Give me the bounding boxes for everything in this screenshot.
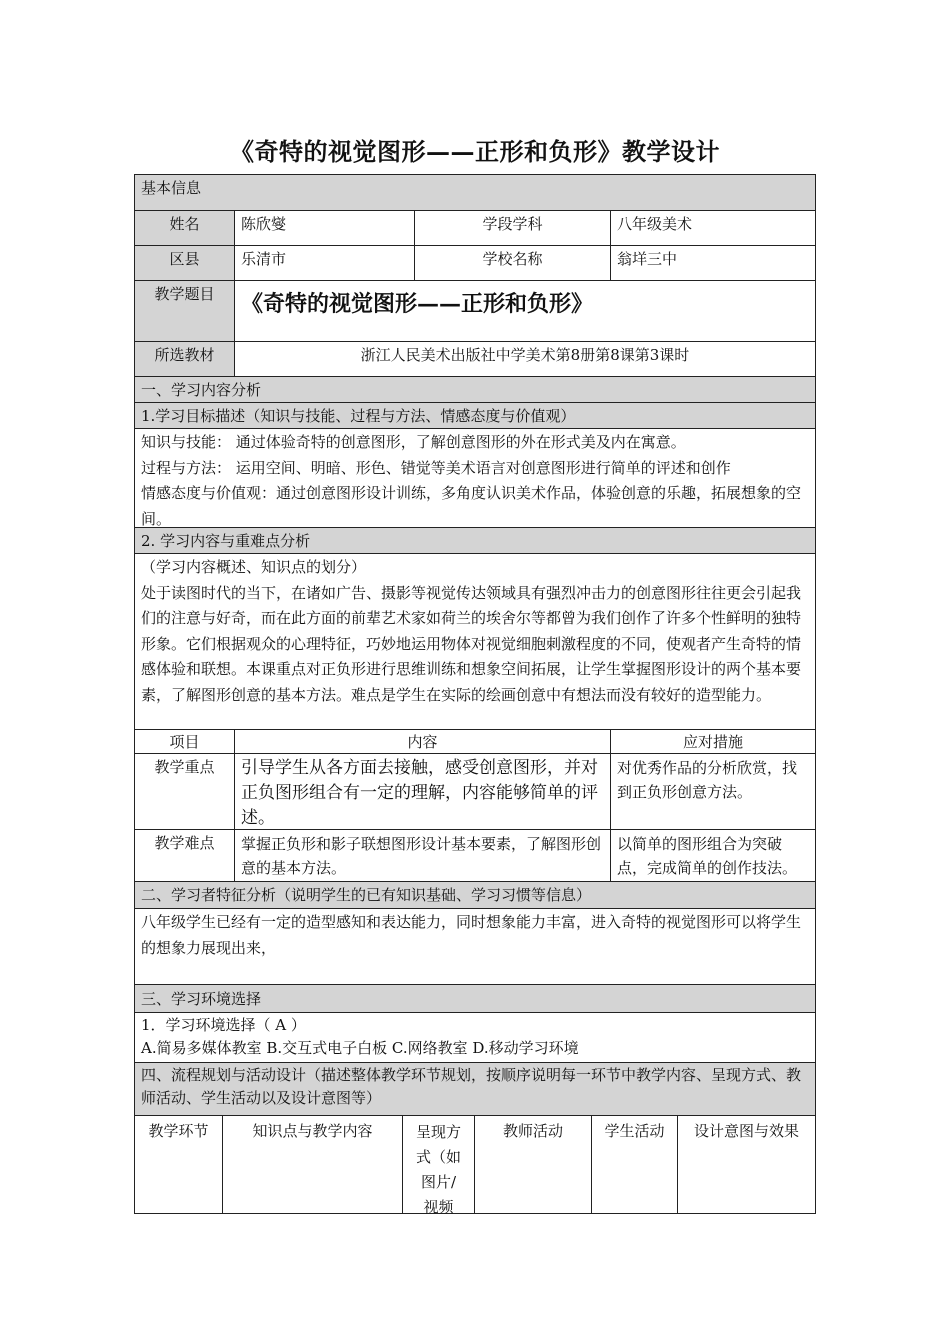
name-row <box>135 210 815 245</box>
difficulty-measure: 以简单的图形组合为突破点，完成简单的创作技法。 <box>610 830 815 881</box>
basic-info-header-row <box>135 175 815 210</box>
content-note: （学习内容概述、知识点的划分） <box>141 558 367 576</box>
head-content: 内容 <box>234 730 610 753</box>
section2-header: 二、学习者特征分析（说明学生的已有知识基础、学习习惯等信息） <box>141 886 592 904</box>
section1-header: 一、学习内容分析 <box>141 381 262 399</box>
goal-attitude: 情感态度与价值观：通过创意图形设计训练，多角度认识美术作品，体验创意的乐趣，拓展想象的空间。 <box>141 484 802 528</box>
env-options: A.简易多媒体教室 B.交互式电子白板 C.网络教室 D.移动学习环境 <box>141 1039 579 1057</box>
content-paragraph: 处于读图时代的当下，在诸如广告、摄影等视觉传达领域具有强烈冲击力的创意图形往往更会引起我们的注意与好奇，而在此方面的前辈艺术家如荷兰的埃舍尔等都曾为我们创作了许多个性鲜明的独特形象。它们根据观众的心理特征，巧妙地运用物体对视觉细胞刺激程度的不同，使观者产生奇特的情感体验和联想。本课重点对正负形进行思维训练和想象空间拓展，让学生掌握图形设计的两个基本要素，了解图形创意的基本方法。难点是学生在实际的绘画创意中有想法而没有较好的造型能力。 <box>141 583 802 704</box>
difficulty-label: 教学难点 <box>154 834 215 852</box>
topic-row <box>135 280 815 341</box>
flow-col-student: 学生活动 <box>591 1116 677 1213</box>
flow-col-presentation: 呈现方式（如图片/视频 <box>402 1116 474 1213</box>
goals-header-row <box>135 402 815 428</box>
name-value: 陈欣燮 <box>234 211 414 245</box>
stage-value: 八年级美术 <box>610 211 815 245</box>
flow-col-stage: 教学环节 <box>148 1122 209 1140</box>
goals-header: 1.学习目标描述（知识与技能、过程与方法、情感态度与价值观） <box>141 407 576 425</box>
topic-value: 《奇特的视觉图形——正形和负形》 <box>234 281 815 341</box>
section3-row <box>135 1012 815 1062</box>
document-title: 《奇特的视觉图形——正形和负形》教学设计 <box>230 137 720 166</box>
difficulty-content: 掌握正负形和影子联想图形设计基本要素，了解图形创意的基本方法。 <box>234 830 610 881</box>
district-value: 乐清市 <box>234 246 414 280</box>
stage-label: 学段学科 <box>414 211 610 245</box>
lesson-plan-table <box>134 174 816 1214</box>
section1-header-row <box>135 376 815 402</box>
key-point-row <box>135 753 815 829</box>
content-row <box>135 553 815 729</box>
district-label: 区县 <box>135 246 234 280</box>
section4-header-row <box>135 1062 815 1115</box>
section4-header: 四、流程规划与活动设计（描述整体教学环节规划，按顺序说明每一环节中教学内容、呈现方式、教师活动、学生活动以及设计意图等） <box>141 1066 802 1107</box>
school-value: 翁垟三中 <box>610 246 815 280</box>
school-label: 学校名称 <box>414 246 610 280</box>
section3-header-row <box>135 984 815 1012</box>
topic-label: 教学题目 <box>135 281 234 341</box>
content-text <box>135 554 815 729</box>
goals-row <box>135 428 815 527</box>
section2-text: 八年级学生已经有一定的造型感知和表达能力，同时想象能力丰富，进入奇特的视觉图形可以将学生的想象力展现出来， <box>141 913 802 957</box>
textbook-value: 浙江人民美术出版社中学美术第8册第8课第3课时 <box>234 342 815 376</box>
content-header: 2. 学习内容与重难点分析 <box>141 532 311 550</box>
textbook-row <box>135 341 815 376</box>
goals-text <box>135 429 815 527</box>
name-label: 姓名 <box>135 211 234 245</box>
textbook-label: 所选教材 <box>135 342 234 376</box>
difficulty-row <box>135 829 815 881</box>
env-choice: 1．学习环境选择（ A ） <box>141 1016 306 1034</box>
flow-col-content: 知识点与教学内容 <box>222 1116 402 1213</box>
key-point-measure: 对优秀作品的分析欣赏，找到正负形创意方法。 <box>610 754 815 829</box>
head-measure: 应对措施 <box>610 730 815 753</box>
flow-table-head-row <box>135 1115 815 1216</box>
section3-header: 三、学习环境选择 <box>141 990 262 1008</box>
goal-knowledge: 知识与技能： 通过体验奇特的创意图形，了解创意图形的外在形式美及内在寓意。 <box>141 433 686 451</box>
content-header-row <box>135 527 815 553</box>
flow-col-teacher: 教师活动 <box>474 1116 591 1213</box>
basic-info-header: 基本信息 <box>141 179 202 197</box>
section2-row <box>135 908 815 984</box>
key-table-head-row <box>135 729 815 753</box>
flow-col-intent: 设计意图与效果 <box>677 1116 815 1213</box>
head-item: 项目 <box>169 733 200 751</box>
key-point-label: 教学重点 <box>154 758 215 776</box>
section2-header-row <box>135 881 815 908</box>
district-row <box>135 245 815 280</box>
key-point-content: 引导学生从各方面去接触，感受创意图形，并对正负图形组合有一定的理解，内容能够简单的评述。 <box>234 754 610 829</box>
goal-process: 过程与方法： 运用空间、明暗、形色、错觉等美术语言对创意图形进行简单的评述和创作 <box>141 458 731 477</box>
section3-text <box>135 1013 815 1062</box>
